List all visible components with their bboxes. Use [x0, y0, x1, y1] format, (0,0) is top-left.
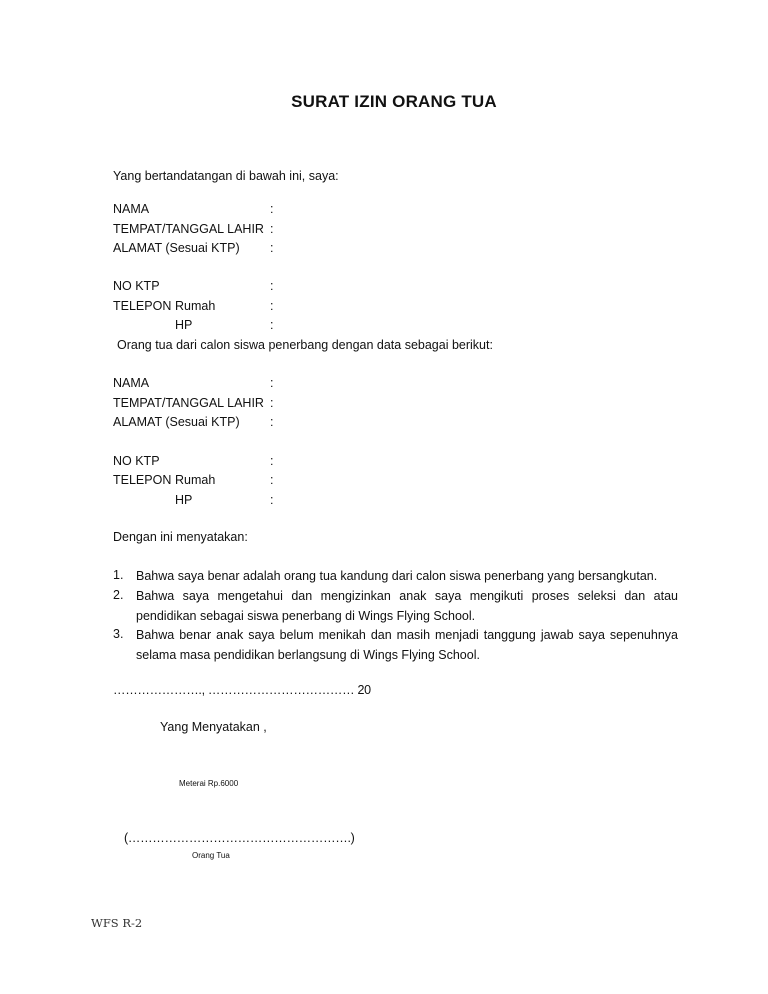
student-nama-colon: :: [270, 376, 274, 390]
applicant-noktp-label: NO KTP: [113, 279, 160, 293]
statement-3-number: 3.: [113, 627, 124, 641]
signoff-text: Yang Menyatakan ,: [160, 720, 267, 734]
signature-line: (……………………………………………….): [124, 831, 355, 845]
stamp-label: Meterai Rp.6000: [179, 779, 239, 788]
student-nama-label: NAMA: [113, 376, 150, 390]
applicant-ttl-colon: :: [270, 222, 274, 236]
applicant-rumah-colon: :: [270, 299, 274, 313]
student-intro-text: Orang tua dari calon siswa penerbang dengan data sebagai berikut:: [117, 338, 493, 352]
applicant-nama-colon: :: [270, 202, 274, 216]
page-title: SURAT IZIN ORANG TUA: [291, 92, 497, 111]
applicant-noktp-colon: :: [270, 279, 274, 293]
student-telepon-label: TELEPON: [113, 473, 172, 487]
student-rumah-label: Rumah: [175, 473, 216, 487]
intro-text: Yang bertandatangan di bawah ini, saya:: [113, 169, 339, 183]
student-hp-colon: :: [270, 493, 274, 507]
place-date-line: …………………., ……………………………… 20: [113, 683, 371, 697]
applicant-alamat-label: ALAMAT (Sesuai KTP): [113, 241, 240, 255]
student-noktp-colon: :: [270, 454, 274, 468]
applicant-telepon-label: TELEPON: [113, 299, 172, 313]
student-alamat-colon: :: [270, 415, 274, 429]
student-alamat-label: ALAMAT (Sesuai KTP): [113, 415, 240, 429]
applicant-alamat-colon: :: [270, 241, 274, 255]
student-hp-label: HP: [175, 493, 193, 507]
applicant-rumah-label: Rumah: [175, 299, 216, 313]
student-rumah-colon: :: [270, 473, 274, 487]
applicant-nama-label: NAMA: [113, 202, 150, 216]
statement-1-number: 1.: [113, 568, 124, 582]
applicant-hp-label: HP: [175, 318, 193, 332]
statement-2-number: 2.: [113, 588, 124, 602]
student-ttl-label: TEMPAT/TANGGAL LAHIR: [113, 396, 264, 410]
signer-label: Orang Tua: [192, 851, 230, 860]
form-code: WFS R-2: [91, 916, 143, 930]
declare-intro-text: Dengan ini menyatakan:: [113, 530, 248, 544]
applicant-hp-colon: :: [270, 318, 274, 332]
student-ttl-colon: :: [270, 396, 274, 410]
student-noktp-label: NO KTP: [113, 454, 160, 468]
statement-1-text: Bahwa saya benar adalah orang tua kandung dari calon siswa penerbang yang bersangkutan.: [136, 569, 658, 583]
statement-2-text: Bahwa saya mengetahui dan mengizinkan anak saya mengikuti proses seleksi dan atau pendidikan sebagai siswa penerbang di Wings Flying School.: [136, 589, 678, 623]
statement-3-text: Bahwa benar anak saya belum menikah dan masih menjadi tanggung jawab saya sepenuhnya selama masa pendidikan berlangsung di Wings Flying School.: [136, 628, 678, 662]
applicant-ttl-label: TEMPAT/TANGGAL LAHIR: [113, 222, 264, 236]
